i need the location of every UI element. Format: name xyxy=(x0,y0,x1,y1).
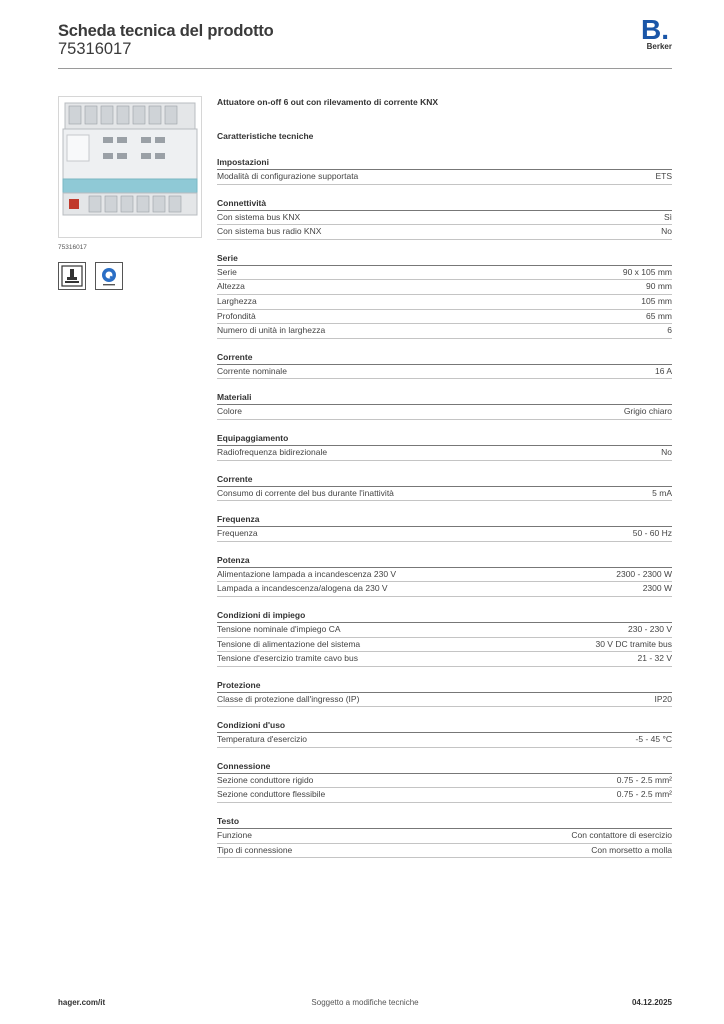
spec-label: Modalità di configurazione supportata xyxy=(217,171,359,181)
spec-section xyxy=(217,719,672,748)
spec-row xyxy=(217,568,672,583)
spec-value: 65 mm xyxy=(646,310,672,321)
spec-label: Classe di protezione dall'ingresso (IP) xyxy=(217,693,360,704)
spec-value: ETS xyxy=(655,171,672,181)
spec-value: 230 - 230 V xyxy=(628,623,672,634)
spec-row xyxy=(217,774,672,789)
spec-label: Funzione xyxy=(217,830,252,841)
spec-label: Temperatura d'esercizio xyxy=(217,734,307,745)
spec-value: 5 mA xyxy=(652,487,672,498)
spec-section xyxy=(217,513,672,542)
spec-row xyxy=(217,225,672,240)
spec-row xyxy=(217,446,672,461)
spec-section xyxy=(217,351,672,380)
spec-label: Sezione conduttore flessibile xyxy=(217,789,326,800)
spec-value: -5 - 45 °C xyxy=(635,734,672,745)
spec-section xyxy=(217,760,672,803)
spec-label: Numero di unità in larghezza xyxy=(217,325,326,336)
spec-value: 16 A xyxy=(654,365,672,376)
section-heading: Equipaggiamento xyxy=(217,432,672,446)
section-heading: Serie xyxy=(217,252,672,266)
spec-value: Sì xyxy=(663,211,672,222)
spec-value: 2300 - 2300 W xyxy=(616,568,672,579)
spec-label: Serie xyxy=(217,266,237,277)
spec-row xyxy=(217,487,672,502)
spec-row xyxy=(217,788,672,803)
spec-row xyxy=(217,638,672,653)
spec-value: Con contattore di esercizio xyxy=(571,830,672,841)
spec-section xyxy=(217,473,672,502)
spec-row xyxy=(217,280,672,295)
header-divider xyxy=(58,68,672,69)
spec-row xyxy=(217,211,672,226)
section-heading: Protezione xyxy=(217,679,672,693)
specification-sections xyxy=(217,156,672,858)
product-image xyxy=(58,96,202,238)
spec-label: Altezza xyxy=(217,281,245,292)
spec-value: 0.75 - 2.5 mm² xyxy=(616,789,672,800)
image-caption: 75316017 xyxy=(58,244,87,251)
logo-wordmark: Berker xyxy=(646,42,672,51)
spec-row xyxy=(217,527,672,542)
spec-label: Con sistema bus radio KNX xyxy=(217,226,322,237)
din-rail-actuator-illustration xyxy=(59,97,201,237)
spec-row xyxy=(217,652,672,667)
spec-row xyxy=(217,829,672,844)
spec-label: Corrente nominale xyxy=(217,365,287,376)
product-name: Attuatore on-off 6 out con rilevamento di corrente KNX xyxy=(217,97,439,107)
spec-label: Alimentazione lampada a incandescenza 230 V xyxy=(217,568,397,579)
spec-section xyxy=(217,197,672,240)
spec-label: Tensione d'esercizio tramite cavo bus xyxy=(217,653,358,664)
section-heading: Materiali xyxy=(217,391,672,405)
quality-seal-icon xyxy=(95,262,123,290)
spec-row xyxy=(217,405,672,420)
product-number: 75316017 xyxy=(58,40,132,58)
spec-row xyxy=(217,693,672,708)
spec-value: No xyxy=(661,446,672,457)
footer-date: 04.12.2025 xyxy=(631,998,672,1007)
spec-label: Con sistema bus KNX xyxy=(217,211,301,222)
spec-label: Lampada a incandescenza/alogena da 230 V xyxy=(217,583,388,594)
spec-label: Consumo di corrente del bus durante l'inattività xyxy=(217,487,394,498)
logo-mark: B. xyxy=(641,14,669,45)
spec-section xyxy=(217,156,672,185)
section-heading: Condizioni di impiego xyxy=(217,609,672,623)
spec-label: Colore xyxy=(217,406,243,417)
spec-label: Tipo di connessione xyxy=(217,844,293,855)
spec-section xyxy=(217,432,672,461)
section-heading: Connettività xyxy=(217,197,672,211)
spec-value: 6 xyxy=(667,325,672,336)
spec-value: Con morsetto a molla xyxy=(591,844,672,855)
spec-value: 0.75 - 2.5 mm² xyxy=(616,774,672,785)
spec-value: 90 mm xyxy=(646,281,672,292)
footer-website: hager.com/it xyxy=(58,998,106,1007)
berker-logo xyxy=(640,14,672,54)
spec-label: Radiofrequenza bidirezionale xyxy=(217,446,328,457)
spec-value: No xyxy=(661,226,672,237)
footer-notice: Soggetto a modifiche tecniche xyxy=(311,998,419,1007)
spec-value: 21 - 32 V xyxy=(637,653,672,664)
spec-value: IP20 xyxy=(654,693,672,704)
page-title: Scheda tecnica del prodotto xyxy=(58,22,274,40)
spec-label: Frequenza xyxy=(217,528,258,539)
spec-section xyxy=(217,391,672,420)
spec-value: Grigio chiaro xyxy=(623,406,672,417)
page-header xyxy=(58,14,672,70)
spec-section xyxy=(217,554,672,597)
spec-value: 105 mm xyxy=(641,295,672,306)
section-heading: Corrente xyxy=(217,473,672,487)
certification-icons xyxy=(58,262,123,290)
spec-value: 90 x 105 mm xyxy=(622,266,672,277)
spec-label: Tensione nominale d'impiego CA xyxy=(217,623,341,634)
spec-row xyxy=(217,365,672,380)
section-heading: Potenza xyxy=(217,554,672,568)
spec-row xyxy=(217,733,672,748)
spec-section xyxy=(217,679,672,708)
section-heading: Frequenza xyxy=(217,513,672,527)
technical-specifications xyxy=(217,96,672,858)
spec-section xyxy=(217,815,672,858)
spec-row xyxy=(217,266,672,281)
spec-row xyxy=(217,623,672,638)
spec-label: Sezione conduttore rigido xyxy=(217,774,314,785)
section-heading: Impostazioni xyxy=(217,156,672,170)
section-heading: Connessione xyxy=(217,760,672,774)
spec-section xyxy=(217,609,672,667)
spec-row xyxy=(217,844,672,859)
spec-value: 2300 W xyxy=(642,583,672,594)
spec-label: Tensione di alimentazione del sistema xyxy=(217,638,361,649)
spec-label: Larghezza xyxy=(217,295,257,306)
knx-certification-icon xyxy=(58,262,86,290)
spec-row xyxy=(217,170,672,185)
spec-label: Profondità xyxy=(217,310,256,321)
section-heading: Testo xyxy=(217,815,672,829)
specifications-heading: Caratteristiche tecniche xyxy=(217,131,314,141)
spec-value: 30 V DC tramite bus xyxy=(595,638,672,649)
spec-row xyxy=(217,310,672,325)
section-heading: Condizioni d'uso xyxy=(217,719,672,733)
spec-row xyxy=(217,295,672,310)
spec-section xyxy=(217,252,672,339)
spec-row xyxy=(217,582,672,597)
spec-value: 50 - 60 Hz xyxy=(632,528,672,539)
section-heading: Corrente xyxy=(217,351,672,365)
spec-row xyxy=(217,324,672,339)
